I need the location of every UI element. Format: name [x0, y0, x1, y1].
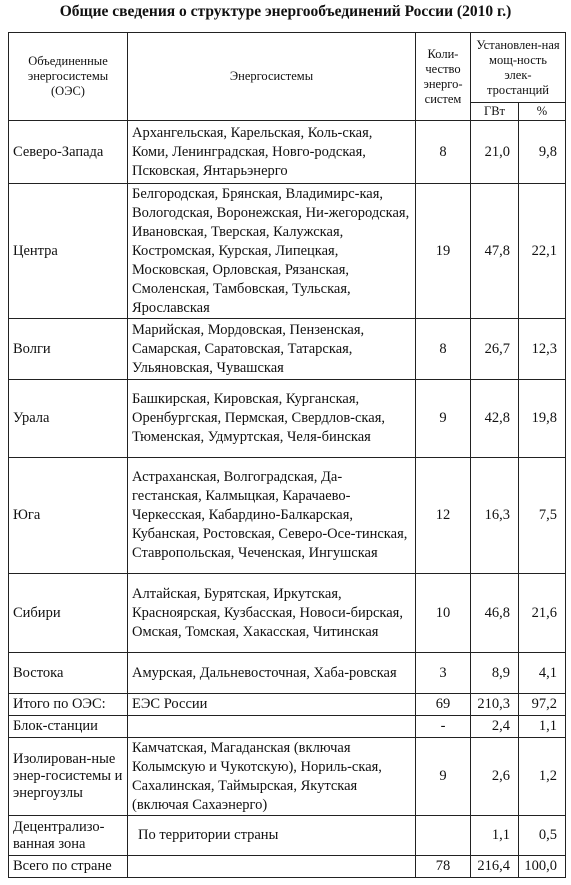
- oes-cell: Востока: [9, 653, 128, 694]
- energy-table: [8, 32, 566, 878]
- systems-cell: Алтайская, Бурятская, Иркутская, Красноярская, Кузбасская, Новоси-бирская, Омская, Томская, Хакасская, Читинская: [128, 574, 416, 653]
- count-cell: 9: [416, 380, 471, 458]
- systems-cell: По территории страны: [128, 816, 416, 856]
- header-gw: ГВт: [471, 103, 519, 121]
- systems-cell: [128, 716, 416, 738]
- systems-cell: [128, 856, 416, 878]
- header-pct: %: [519, 103, 566, 121]
- pct-cell: 22,1: [519, 184, 566, 319]
- gw-cell: 46,8: [471, 574, 519, 653]
- systems-cell: Марийская, Мордовская, Пензенская, Самарская, Саратовская, Татарская, Ульяновская, Чувашская: [128, 319, 416, 380]
- systems-cell: Астраханская, Волгоградская, Да-гестанская, Калмыцкая, Карачаево-Черкесская, Кабардино-Балкарская, Кубанская, Ростовская, Северо-Осе-тинская, Ставропольская, Чеченская, Ингушская: [128, 458, 416, 574]
- systems-cell: Башкирская, Кировская, Курганская, Оренбургская, Пермская, Свердлов-ская, Тюменская, Удмуртская, Челя-бинская: [128, 380, 416, 458]
- pct-cell: 4,1: [519, 653, 566, 694]
- gw-cell: 210,3: [471, 694, 519, 716]
- pct-cell: 19,8: [519, 380, 566, 458]
- table-row: [9, 121, 566, 184]
- count-cell: [416, 816, 471, 856]
- oes-cell: Сибири: [9, 574, 128, 653]
- oes-cell: Волги: [9, 319, 128, 380]
- pct-cell: 12,3: [519, 319, 566, 380]
- systems-cell: ЕЭС России: [128, 694, 416, 716]
- header-count: Коли-чество энерго-систем: [416, 33, 471, 121]
- count-cell: 69: [416, 694, 471, 716]
- oes-cell: Юга: [9, 458, 128, 574]
- systems-cell: Архангельская, Карельская, Коль-ская, Коми, Ленинградская, Новго-родская, Псковская, Янтарьэнерго: [128, 121, 416, 184]
- table-title: Общие сведения о структуре энергообъединений России (2010 г.): [59, 3, 512, 20]
- gw-cell: 26,7: [471, 319, 519, 380]
- count-cell: 19: [416, 184, 471, 319]
- systems-cell: Белгородская, Брянская, Владимирс-кая, Вологодская, Воронежская, Ни-жегородская, Ивановская, Тверская, Калужская, Костромская, Курская, Липецкая, Московская, Орловская, Рязанская, Смоленская, Тамбовская, Тульская, Ярославская: [128, 184, 416, 319]
- table-row: [9, 380, 566, 458]
- pct-cell: 97,2: [519, 694, 566, 716]
- table-row: [9, 738, 566, 816]
- pct-cell: 100,0: [519, 856, 566, 878]
- table-row: [9, 694, 566, 716]
- gw-cell: 42,8: [471, 380, 519, 458]
- gw-cell: 1,1: [471, 816, 519, 856]
- pct-cell: 7,5: [519, 458, 566, 574]
- gw-cell: 8,9: [471, 653, 519, 694]
- pct-cell: 21,6: [519, 574, 566, 653]
- gw-cell: 21,0: [471, 121, 519, 184]
- systems-cell: Амурская, Дальневосточная, Хаба-ровская: [128, 653, 416, 694]
- table-row: [9, 574, 566, 653]
- pct-cell: 9,8: [519, 121, 566, 184]
- table-row: [9, 458, 566, 574]
- count-cell: -: [416, 716, 471, 738]
- table-row: [9, 319, 566, 380]
- oes-cell: Итого по ОЭС:: [9, 694, 128, 716]
- count-cell: 78: [416, 856, 471, 878]
- table-row: [9, 653, 566, 694]
- gw-cell: 2,6: [471, 738, 519, 816]
- pct-cell: 0,5: [519, 816, 566, 856]
- count-cell: 10: [416, 574, 471, 653]
- oes-cell: Северо-Запада: [9, 121, 128, 184]
- count-cell: 12: [416, 458, 471, 574]
- oes-cell: Изолирован-ные энер-госистемы и энергоузлы: [9, 738, 128, 816]
- oes-cell: Всего по стране: [9, 856, 128, 878]
- count-cell: 3: [416, 653, 471, 694]
- table-row: [9, 716, 566, 738]
- count-cell: 8: [416, 121, 471, 184]
- table-row: [9, 184, 566, 319]
- table-row: [9, 856, 566, 878]
- header-capacity: Установлен-ная мощ-ность элек-тростанций: [471, 33, 566, 103]
- gw-cell: 47,8: [471, 184, 519, 319]
- oes-cell: Урала: [9, 380, 128, 458]
- gw-cell: 16,3: [471, 458, 519, 574]
- pct-cell: 1,1: [519, 716, 566, 738]
- pct-cell: 1,2: [519, 738, 566, 816]
- oes-cell: Центра: [9, 184, 128, 319]
- gw-cell: 2,4: [471, 716, 519, 738]
- count-cell: 9: [416, 738, 471, 816]
- oes-cell: Децентрализо-ванная зона: [9, 816, 128, 856]
- table-row: [9, 816, 566, 856]
- gw-cell: 216,4: [471, 856, 519, 878]
- systems-cell: Камчатская, Магаданская (включая Колымскую и Чукотскую), Нориль-ская, Сахалинская, Таймырская, Якутская (включая Сахаэнерго): [128, 738, 416, 816]
- oes-cell: Блок-станции: [9, 716, 128, 738]
- header-oes: Объединенные энергосистемы (ОЭС): [9, 33, 128, 121]
- header-systems: Энергосистемы: [128, 33, 416, 121]
- count-cell: 8: [416, 319, 471, 380]
